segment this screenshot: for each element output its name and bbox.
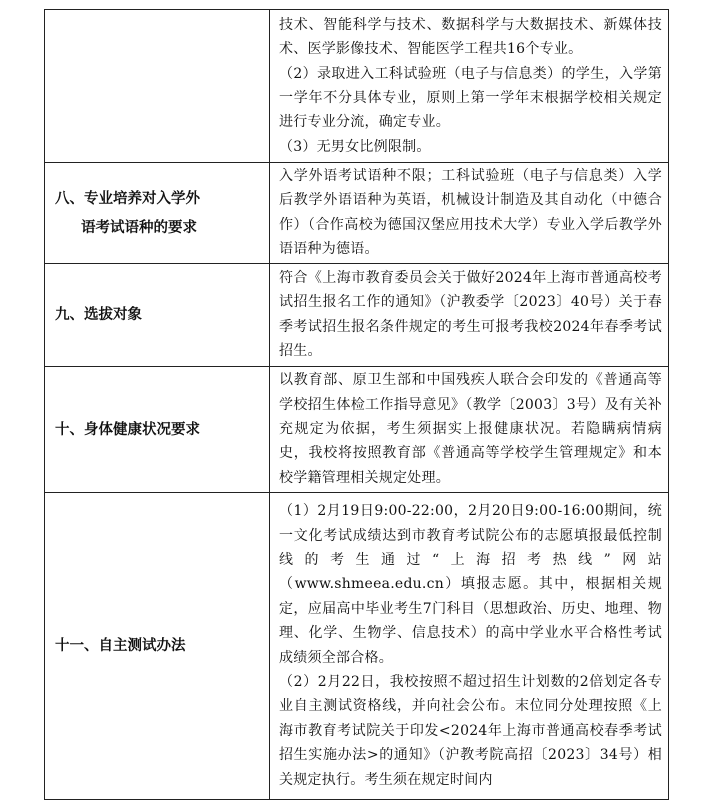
row-heading xyxy=(45,163,270,264)
row-content xyxy=(270,492,669,799)
paragraph: 符合《上海市教育委员会关于做好2024年上海市普通高校考试招生报名工作的通知》（沪教委学〔2023〕40号）关于春季考试招生报名条件规定的考生可报考我校2024年春季考试招生。 xyxy=(279,269,662,360)
heading-line-2: 语考试语种的要求 xyxy=(81,218,197,236)
paragraph: （2）录取进入工科试验班（电子与信息类）的学生，入学第一学年不分具体专业，原则上第一学年末根据学校相关规定进行专业分流，确定专业。 xyxy=(279,65,662,131)
paragraph: 入学外语考试语种不限；工科试验班（电子与信息类）入学后教学外语语种为英语，机械设计制造及其自动化（中德合作）（合作高校为德国汉堡应用技术大学）专业入学后教学外语语种为德语。 xyxy=(279,168,662,258)
row-heading-empty xyxy=(45,10,270,163)
paragraph: （3）无男女比例限制。 xyxy=(279,138,431,155)
paragraph: （2）2月22日，我校按照不超过招生计划数的2倍划定各专业自主测试资格线，并向社会公布。末位同分处理按照《上海市教育考试院关于印发<2024年上海市普通高校春季考试招生实施办法>的通知》（沪教考院高招〔2023〕34号）相关规定执行。考生须在规定时间内 xyxy=(279,674,662,788)
row-content xyxy=(270,10,669,163)
table-row xyxy=(45,263,669,366)
row-heading: 十、身体健康状况要求 xyxy=(45,366,270,492)
table-row xyxy=(45,366,669,492)
admission-info-table xyxy=(44,9,669,800)
paragraph: （1）2月19日9:00-22:00，2月20日9:00-16:00期间，统一文化考试成绩达到市教育考试院公布的志愿填报最低控制线的考生通过“上海招考热线”网站（www.shmeea.edu.cn）填报志愿。其中，根据相关规定，应届高中毕业考生7门科目（思想政治、历史、地理、物理、化学、生物学、信息技术）的高中学业水平合格性考试成绩须全部合格。 xyxy=(279,503,662,666)
row-content xyxy=(270,263,669,366)
paragraph: 以教育部、原卫生部和中国残疾人联合会印发的《普通高等学校招生体检工作指导意见》（教学〔2003〕3号）及有关补充规定为依据，考生须据实上报健康状况。若隐瞒病情病史，我校将按照教育部《普通高等学校学生管理规定》和本校学籍管理相关规定处理。 xyxy=(279,372,662,486)
paragraph: 技术、智能科学与技术、数据科学与大数据技术、新媒体技术、医学影像技术、智能医学工程共16个专业。 xyxy=(279,16,662,58)
table-row xyxy=(45,10,669,163)
row-content xyxy=(270,366,669,492)
row-heading: 九、选拔对象 xyxy=(45,263,270,366)
table-row xyxy=(45,492,669,799)
table-row xyxy=(45,163,669,264)
row-heading: 十一、自主测试办法 xyxy=(45,492,270,799)
heading-line-1: 八、专业培养对入学外 xyxy=(55,189,200,207)
row-content xyxy=(270,163,669,264)
